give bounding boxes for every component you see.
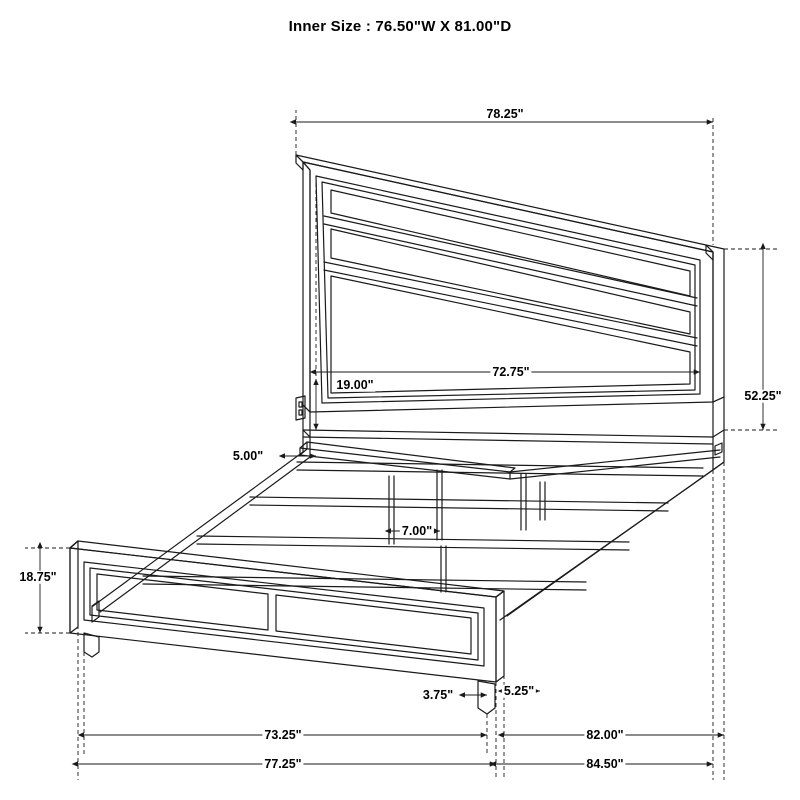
dim-label-slat-spacing: 7.00" [401, 523, 433, 538]
dim-label-footboard-outer-width: 77.25" [264, 756, 302, 771]
dim-label-headboard-clearance: 19.00" [336, 377, 374, 392]
dim-label-footboard-inner-width: 73.25" [264, 727, 302, 742]
dim-label-side-rail-length: 82.00" [586, 727, 624, 742]
dim-label-headboard-panel-width: 72.75" [492, 364, 530, 379]
page-title: Inner Size : 76.50"W X 81.00"D [288, 18, 512, 35]
dim-label-footboard-leg-height: 3.75" [422, 687, 454, 702]
dim-label-footboard-height: 18.75" [19, 569, 57, 584]
dim-label-deck-clearance: 5.25" [503, 683, 535, 698]
dim-label-headboard-height: 52.25" [744, 388, 782, 403]
headboard-group [296, 155, 724, 437]
dim-label-rail-thickness: 5.00" [232, 448, 264, 463]
dim-label-headboard-width: 78.25" [486, 106, 524, 121]
dim-label-overall-length: 84.50" [586, 756, 624, 771]
extension-lines [25, 106, 780, 780]
